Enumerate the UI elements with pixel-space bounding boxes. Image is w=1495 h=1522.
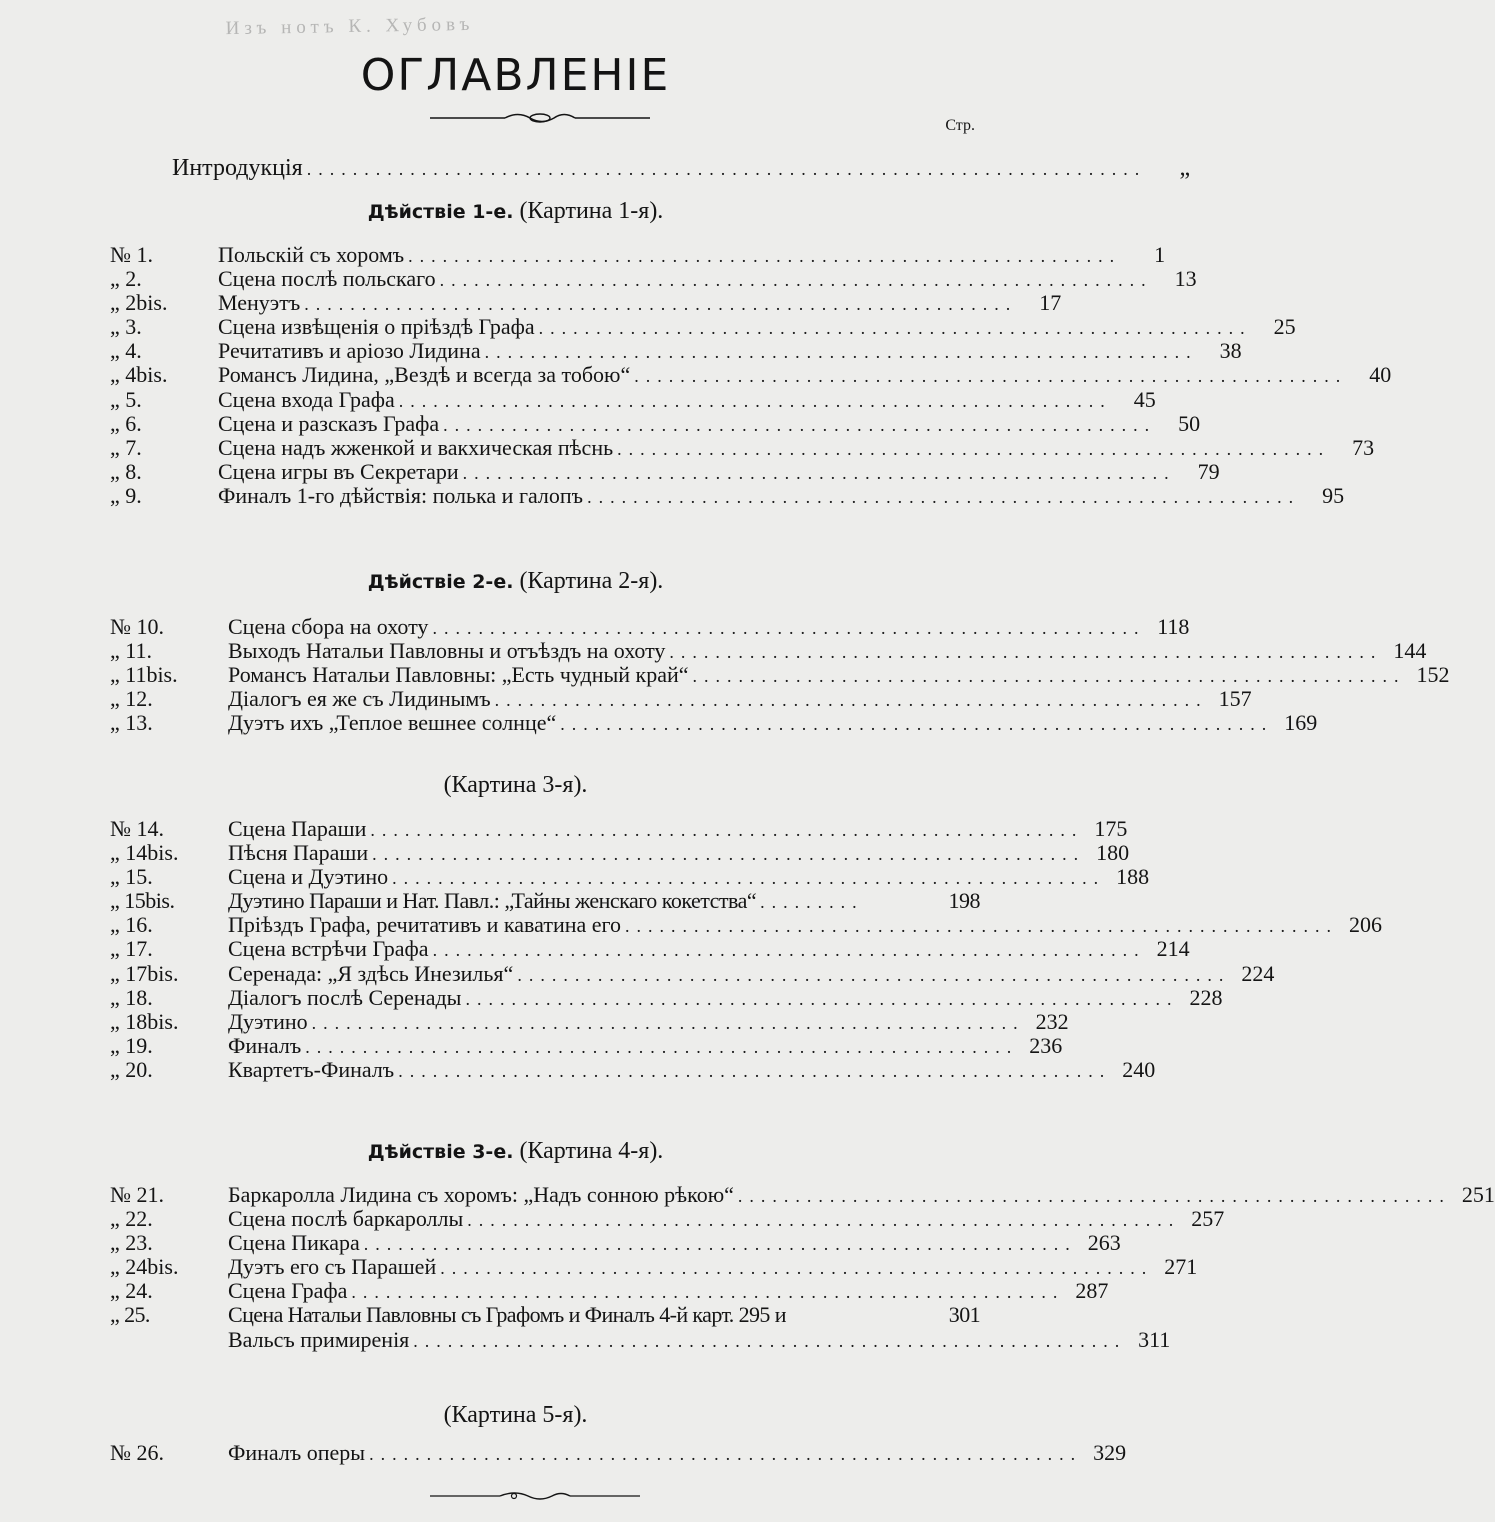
toc-entry: „ 4bis. Романсъ Лидина, „Вездѣ и всегда за тобою“ .............................................................. 40 [110,362,1392,388]
intro-label: Интродукція [172,155,303,181]
toc-entry: „ 23. Сцена Пикара .............................................................. 263 [110,1230,1121,1256]
section-list-picture-5 [110,1440,1127,1465]
section-list-act-1 [110,242,1392,508]
toc-entry: „ 12. Діалогъ ея же съ Лидинымъ .............................................................. 157 [110,686,1252,712]
toc-entry: Вальсъ примиренія .............................................................. 311 [228,1326,1171,1352]
section-heading-act-1: Дѣйствіе 1-е. (Картина 1-я). [367,198,664,224]
toc-entry: „ 4. Речитативъ и аріозо Лидина .............................................................. 38 [110,338,1242,364]
toc-entry: „ 9. Финалъ 1-го дѣйствія: полька и галопъ .............................................................. 95 [110,482,1345,508]
toc-entry: № 26. Финалъ оперы .............................................................. 329 [110,1440,1127,1465]
toc-entry: „ 22. Сцена послѣ баркароллы .............................................................. 257 [110,1206,1225,1232]
toc-entry: № 14. Сцена Параши .............................................................. 175 [110,816,1128,841]
toc-entry: „ 19. Финалъ .............................................................. 236 [110,1032,1063,1058]
toc-entry: „ 11. Выходъ Натальи Павловны и отъѣздъ на охоту .............................................................. 144 [110,638,1427,664]
page-title: ОГЛАВЛЕНІЕ [360,50,671,101]
section-heading-act-2: Дѣйствіе 2-е. (Картина 2-я). [367,568,664,594]
toc-entry: „ 11bis. Романсъ Натальи Павловны: „Есть чудный край“ .............................................................. 152 [110,662,1450,688]
toc-entry: „ 6. Сцена и разсказъ Графа .............................................................. 50 [110,410,1201,436]
toc-entry: „ 7. Сцена надъ жженкой и вакхическая пѣснь .............................................................. 73 [110,434,1375,460]
page-column-label: Стр. [945,117,975,134]
intro-entry [172,150,1191,186]
toc-entry: „ 15bis. Дуэтино Параши и Нат. Павл.: „Тайны женскаго кокетства“ ......... 198 [110,888,980,914]
toc-entry: „ 20. Квартетъ-Финалъ .............................................................. 240 [110,1056,1156,1082]
toc-entry: „ 15. Сцена и Дуэтино .............................................................. 188 [110,864,1150,890]
ownership-stamp: Изъ нотъ К. Хубовъ [225,13,475,40]
title-ornament-divider [430,110,650,126]
toc-entry: „ 17bis. Серенада: „Я здѣсь Инезилья“ .............................................................. 224 [110,960,1275,986]
section-heading-picture-3: (Картина 3-я). [443,772,588,798]
toc-entry: № 1. Польскій съ хоромъ .............................................................. 1 [110,242,1166,267]
toc-entry: „ 25. Сцена Натальи Павловны съ Графомъ и Финалъ 4-й карт. 295 и 301 [110,1302,980,1328]
bottom-ornament-divider [430,1489,640,1503]
toc-entry: „ 24bis. Дуэтъ его съ Парашей .............................................................. 271 [110,1254,1198,1280]
toc-entry: № 21. Баркаролла Лидина съ хоромъ: „Надъ сонною рѣкою“ .............................................................. 251 [110,1182,1495,1207]
toc-entry: „ 2. Сцена послѣ польскаго .............................................................. 13 [110,266,1197,292]
toc-entry: „ 18bis. Дуэтино .............................................................. 232 [110,1008,1069,1034]
toc-entry: „ 17. Сцена встрѣчи Графа .............................................................. 214 [110,936,1190,962]
toc-entry: „ 13. Дуэтъ ихъ „Теплое вешнее солнце“ .............................................................. 169 [110,710,1318,736]
section-heading-picture-5: (Картина 5-я). [443,1402,588,1428]
leader-dots: ......................................................................... [306,159,1147,179]
toc-entry: „ 5. Сцена входа Графа .............................................................. 45 [110,386,1156,412]
toc-entry: № 10. Сцена сбора на охоту .............................................................. 118 [110,614,1190,639]
section-list-picture-3 [110,816,1383,1082]
toc-entry: „ 3. Сцена извѣщенія о пріѣздѣ Графа .............................................................. 25 [110,314,1296,340]
intro-page: „ [1179,155,1191,181]
section-list-act-3 [110,1182,1495,1352]
toc-entry: „ 24. Сцена Графа .............................................................. 287 [110,1278,1109,1304]
toc-entry: „ 2bis. Менуэтъ .............................................................. 17 [110,290,1062,316]
section-list-act-2 [110,614,1450,736]
toc-entry: „ 16. Пріѣздъ Графа, речитативъ и каватина его .............................................................. 206 [110,912,1383,938]
toc-entry: „ 18. Діалогъ послѣ Серенады .............................................................. 228 [110,984,1223,1010]
section-heading-act-3: Дѣйствіе 3-е. (Картина 4-я). [367,1138,664,1164]
toc-entry: „ 14bis. Пѣсня Параши .............................................................. 180 [110,840,1130,866]
toc-entry: „ 8. Сцена игры въ Секретари .............................................................. 79 [110,458,1220,484]
